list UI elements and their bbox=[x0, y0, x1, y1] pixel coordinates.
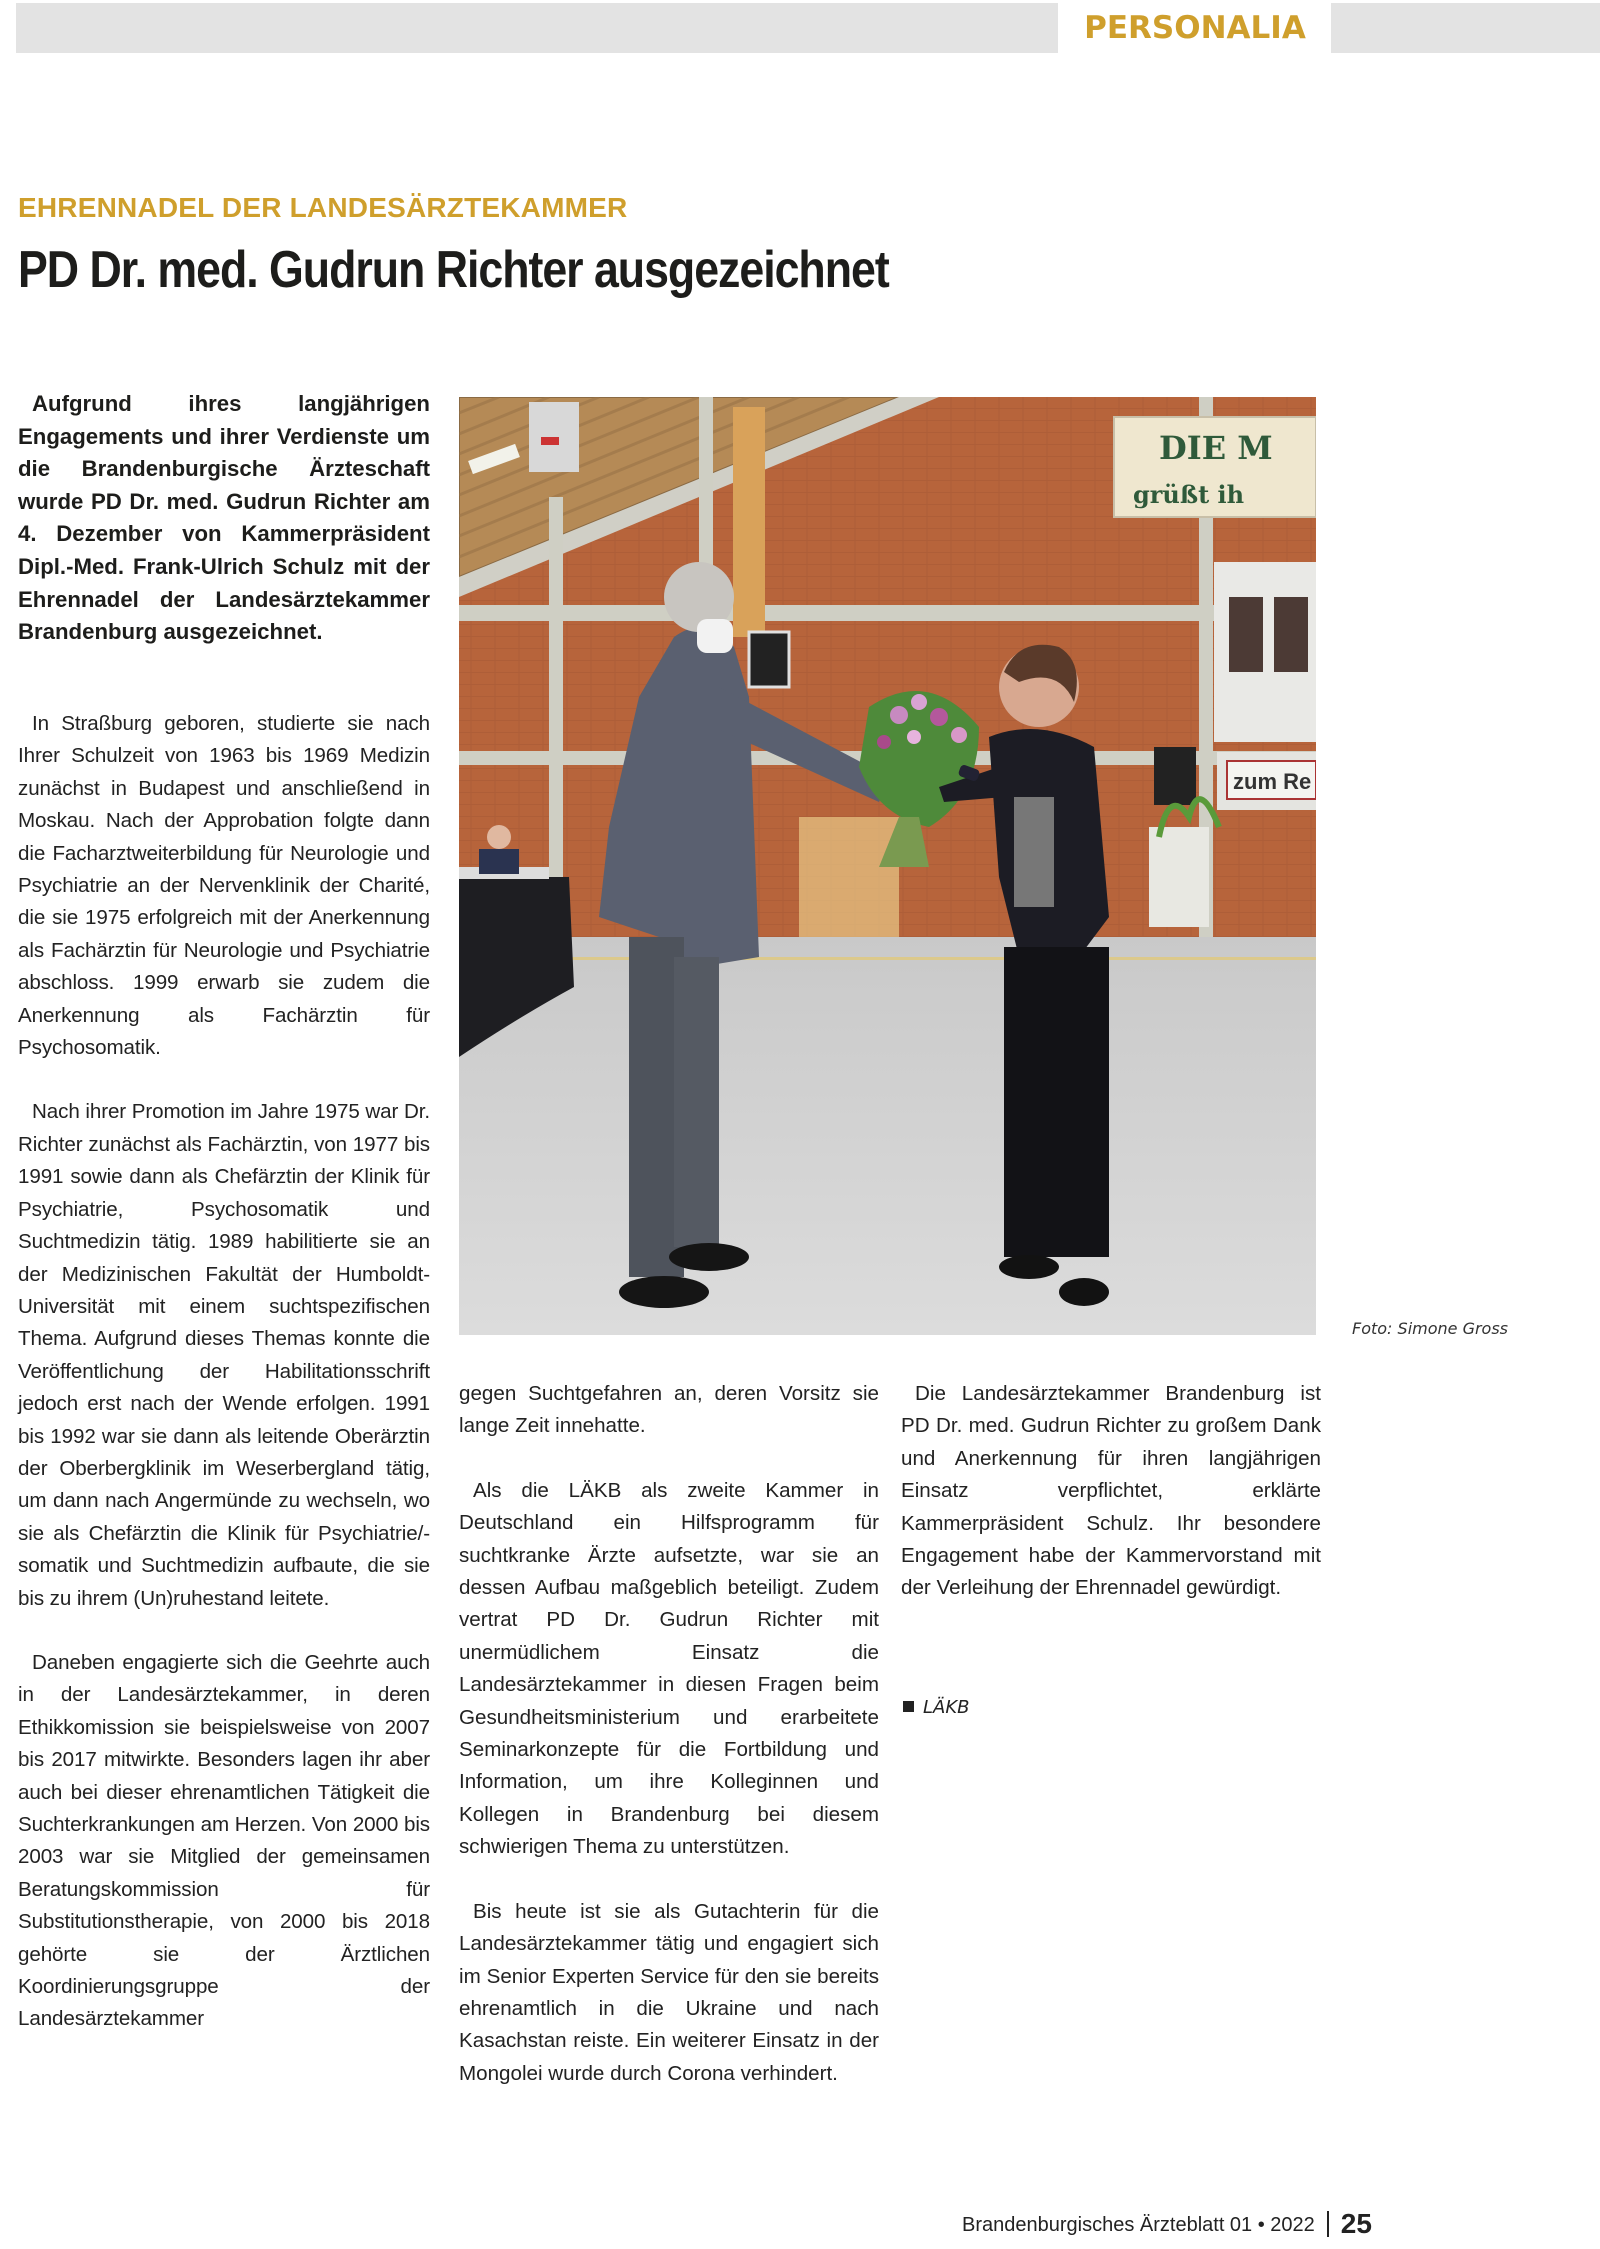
article-title: PD Dr. med. Gudrun Richter ausgezeichnet bbox=[18, 241, 889, 299]
article-lead bbox=[18, 388, 430, 649]
article-kicker: EHRENNADEL DER LANDESÄRZTEKAMMER bbox=[18, 192, 628, 223]
lead-paragraph: Aufgrund ihres langjährigen Engagements und ihrer Verdienste um die Brandenburgische Ärzteschaft wurde PD Dr. med. Gudrun Richter am 4. Dezember von Kammerpräsident Dipl.-Med. Frank-Ulrich Schulz mit der Ehrennadel der Landesärztekammer Brandenburg ausgezeichnet. bbox=[18, 391, 430, 645]
column-1 bbox=[18, 708, 430, 2068]
photo-sign-text-2: grüßt ih bbox=[1133, 480, 1245, 509]
signature-text: LÄKB bbox=[923, 1697, 970, 1718]
publication-name: Brandenburgisches Ärzteblatt 01 • 2022 bbox=[962, 2214, 1315, 2236]
header-band-left bbox=[16, 3, 1058, 53]
square-bullet-icon bbox=[903, 1701, 914, 1712]
author-signature bbox=[903, 1697, 970, 1718]
page-number: 25 bbox=[1340, 2208, 1372, 2239]
header-band-right bbox=[1331, 3, 1600, 53]
paragraph: In Straßburg geboren, studierte sie nach Ihrer Schulzeit von 1963 bis 1969 Medizin zunächst in Budapest und anschließend in Moskau. Nach der Approbation folgte dann die Facharztweiterbildung für Neurologie und Psychiatrie an der Nervenklinik der Charité, die sie 1975 erfolgreich mit der Anerkennung als Fachärztin für Neurologie und Psychiatrie abschloss. 1999 erwarb sie zudem die Anerkennung als Fachärztin für Psychosomatik. bbox=[18, 712, 430, 1060]
paragraph: Bis heute ist sie als Gutachterin für die Landesärztekammer tätig und engagiert sich im Senior Experten Service für den sie bereits ehrenamtlich in die Ukraine und nach Kasachstan reiste. Ein weiterer Einsatz in der Mongolei wurde durch Corona verhindert. bbox=[459, 1899, 879, 2085]
paragraph: Daneben engagierte sich die Geehrte auch in der Landesärztekammer, in deren Ethikkomission sie beispielsweise von 2007 bis 2017 mitwirkte. Besonders lagen ihr aber auch bei dieser ehrenamtlichen Tätigkeit die Suchterkrankungen am Herzen. Von 2000 bis 2003 war sie Mitglied der gemeinsamen Beratungskommission für Substitutionstherapie, von 2000 bis 2018 gehörte sie der Ärztlichen Koordinierungsgruppe der Landesärztekammer bbox=[18, 1650, 430, 2031]
footer-divider bbox=[1327, 2211, 1329, 2237]
section-label: PERSONALIA bbox=[1084, 10, 1306, 46]
paragraph: Als die LÄKB als zweite Kammer in Deutschland ein Hilfsprogramm für suchtkranke Ärzte aufsetzte, war sie an dessen Aufbau maßgeblich beteiligt. Zudem vertrat PD Dr. Gudrun Richter mit unermüdlichem Einsatz die Landesärztekammer in diesen Fragen beim Gesundheitsministerium und erarbeitete Seminarkonzepte für die Fortbildung und Information, um ihre Kolleginnen und Kollegen in Brandenburg bei diesem schwierigen Thema zu unterstützen. bbox=[459, 1478, 879, 1859]
column-3 bbox=[901, 1378, 1321, 1637]
photo-sign-text-3: zum Re bbox=[1233, 769, 1312, 794]
paragraph: Die Landesärztekammer Brandenburg ist PD Dr. med. Gudrun Richter zu großem Dank und Anerkennung für ihren langjährigen Einsatz verpflichtet, erklärte Kammerpräsident Schulz. Ihr besondere Engagement habe der Kammervorstand mit der Verleihung der Ehrennadel gewürdigt. bbox=[901, 1382, 1321, 1600]
article-photo bbox=[459, 397, 1316, 1335]
paragraph: gegen Suchtgefahren an, deren Vorsitz sie lange Zeit innehatte. bbox=[459, 1382, 879, 1438]
photo-sign-text-1: DIE M bbox=[1159, 429, 1273, 467]
paragraph: Nach ihrer Promotion im Jahre 1975 war Dr. Richter zunächst als Fachärztin, von 1977 bis 1991 sowie dann als Chefärztin der Klinik für Psychiatrie, Psychosomatik und Suchtmedizin tätig. 1989 habilitierte sie an der Medizinischen Fakultät der Humboldt-Universität mit einem suchtspezifischen Thema. Aufgrund dieses Themas konnte die Veröffentlichung der Habilitationsschrift jedoch erst nach der Wende erfolgen. 1991 bis 1992 war sie dann als leitende Oberärztin der Oberbergklinik im Weserbergland tätig, um dann nach Angermünde zu wechseln, wo sie als Chefärztin die Klinik für Psychiatrie/-somatik und Suchtmedizin aufbaute, die sie bis zu ihrem (Un)ruhestand leitete. bbox=[18, 1100, 430, 1610]
photo-credit: Foto: Simone Gross bbox=[1352, 1319, 1509, 1338]
page-footer bbox=[962, 2208, 1372, 2240]
column-2 bbox=[459, 1378, 879, 2122]
